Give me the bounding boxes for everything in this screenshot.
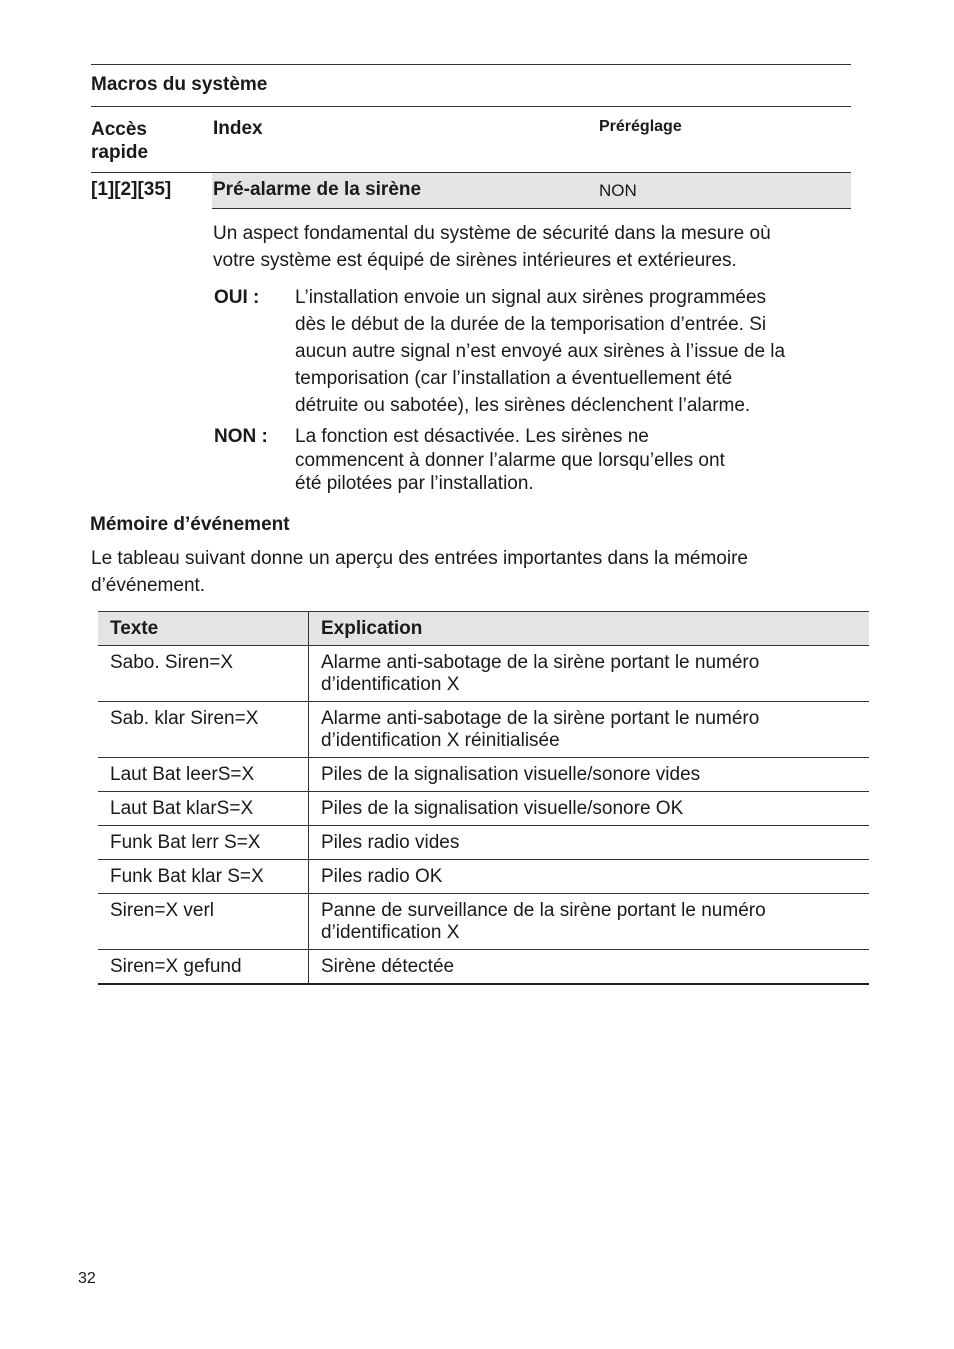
- event-explanation-cell: Piles radio vides: [309, 826, 870, 860]
- event-explanation-cell: Piles de la signalisation visuelle/sonore vides: [309, 758, 870, 792]
- column-header-preset: Préréglage: [599, 118, 682, 135]
- top-rule: [91, 64, 851, 65]
- event-text-cell: Laut Bat klarS=X: [98, 792, 309, 826]
- column-header-explanation: Explication: [309, 612, 870, 646]
- event-explanation-cell: Piles de la signalisation visuelle/sonore OK: [309, 792, 870, 826]
- row-bottom-rule: [212, 208, 851, 209]
- macro-index-name: Pré-alarme de la sirène: [213, 179, 422, 200]
- column-header-index: Index: [213, 118, 263, 139]
- event-memory-intro-line: d’événement.: [91, 575, 206, 596]
- table-row: [98, 826, 869, 860]
- event-text-cell: Siren=X verl: [98, 894, 309, 950]
- table-row: [98, 860, 869, 894]
- event-explanation-cell: Panne de surveillance de la sirène portant le numéro d’identification X: [309, 894, 870, 950]
- event-memory-intro: [91, 545, 748, 599]
- table-row: [98, 894, 869, 950]
- table-row: [98, 950, 869, 985]
- event-text-cell: Laut Bat leerS=X: [98, 758, 309, 792]
- option-desc-non: [295, 425, 725, 496]
- macro-intro-line: Un aspect fondamental du système de sécurité dans la mesure où: [213, 223, 771, 244]
- option-desc-line: détruite ou sabotée), les sirènes déclenchent l’alarme.: [295, 395, 751, 416]
- quick-access-code: [1][2][35]: [91, 179, 172, 200]
- table-row: [98, 646, 869, 702]
- option-desc-line: commencent à donner l’alarme que lorsqu’elles ont: [295, 449, 725, 471]
- event-text-cell: Funk Bat klar S=X: [98, 860, 309, 894]
- option-label-oui: OUI :: [214, 287, 260, 308]
- option-desc-line: dès le début de la durée de la temporisation d’entrée. Si: [295, 314, 767, 335]
- option-desc-line: temporisation (car l’installation a éventuellement été: [295, 368, 733, 389]
- option-desc-oui: [295, 284, 785, 419]
- option-label-non: NON :: [214, 426, 268, 447]
- column-header-access: Accès rapide: [91, 119, 149, 163]
- table-row: [98, 758, 869, 792]
- event-explanation-cell: Piles radio OK: [309, 860, 870, 894]
- event-memory-heading: Mémoire d’événement: [90, 514, 290, 535]
- option-desc-line: aucun autre signal n’est envoyé aux sirènes à l’issue de la: [295, 341, 786, 362]
- event-text-cell: Siren=X gefund: [98, 950, 309, 985]
- option-desc-line: été pilotées par l’installation.: [295, 473, 534, 494]
- event-memory-table: [98, 611, 869, 985]
- table-row: [98, 702, 869, 758]
- event-explanation-cell: Sirène détectée: [309, 950, 870, 985]
- page-number: 32: [78, 1270, 96, 1287]
- event-text-cell: Funk Bat lerr S=X: [98, 826, 309, 860]
- event-memory-intro-line: Le tableau suivant donne un aperçu des entrées importantes dans la mémoire: [91, 548, 748, 569]
- macros-title: Macros du système: [91, 74, 268, 95]
- macro-preset-value: NON: [599, 181, 637, 200]
- table-header-row: [98, 612, 869, 646]
- event-explanation-cell: Alarme anti-sabotage de la sirène portant le numéro d’identification X: [309, 646, 870, 702]
- option-desc-line: La fonction est désactivée. Les sirènes ne: [295, 426, 649, 447]
- event-text-cell: Sab. klar Siren=X: [98, 702, 309, 758]
- table-row: [98, 792, 869, 826]
- macro-intro-line: votre système est équipé de sirènes intérieures et extérieures.: [213, 250, 737, 271]
- title-rule: [91, 106, 851, 107]
- event-explanation-cell: Alarme anti-sabotage de la sirène portant le numéro d’identification X réinitialisée: [309, 702, 870, 758]
- macro-intro: [213, 220, 771, 274]
- column-header-text: Texte: [98, 612, 309, 646]
- event-text-cell: Sabo. Siren=X: [98, 646, 309, 702]
- option-desc-line: L’installation envoie un signal aux sirènes programmées: [295, 287, 767, 308]
